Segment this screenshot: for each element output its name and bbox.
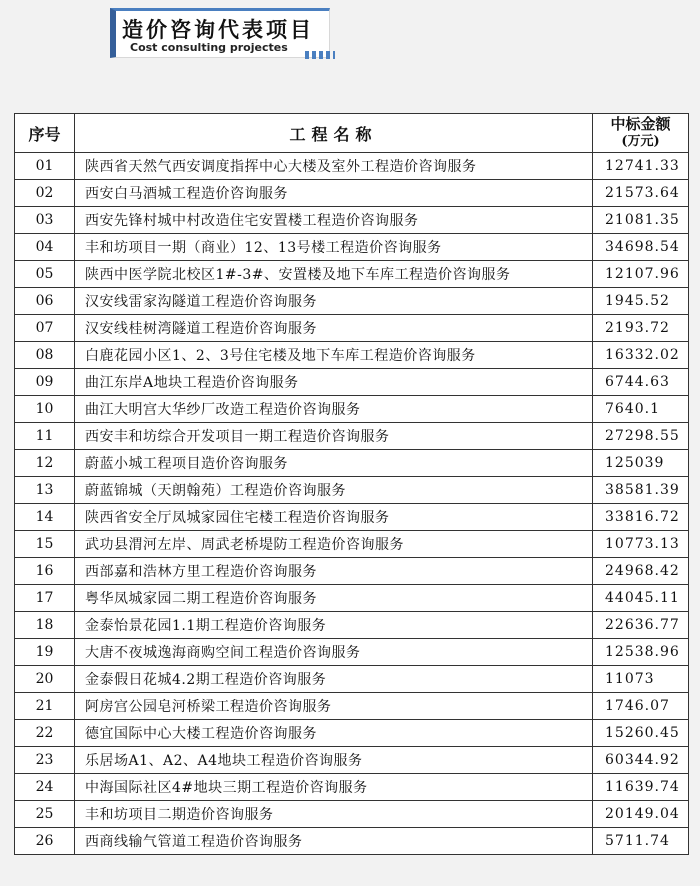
row-index: 09 (15, 369, 75, 396)
row-project-name: 阿房宫公园皂河桥梁工程造价咨询服务 (75, 693, 593, 720)
row-index: 16 (15, 558, 75, 585)
projects-table (14, 113, 689, 855)
row-amount: 6744.63 (593, 369, 689, 396)
row-project-name: 西部嘉和浩林方里工程造价咨询服务 (75, 558, 593, 585)
row-amount: 11073 (593, 666, 689, 693)
row-project-name: 汉安线雷家沟隧道工程造价咨询服务 (75, 288, 593, 315)
row-project-name: 西安丰和坊综合开发项目一期工程造价咨询服务 (75, 423, 593, 450)
table-row (15, 288, 689, 315)
row-project-name: 陕西省天然气西安调度指挥中心大楼及室外工程造价咨询服务 (75, 153, 593, 180)
row-amount: 12741.33 (593, 153, 689, 180)
row-index: 07 (15, 315, 75, 342)
row-amount: 15260.45 (593, 720, 689, 747)
row-amount: 20149.04 (593, 801, 689, 828)
table-row (15, 261, 689, 288)
title-banner (110, 8, 330, 58)
header-index: 序号 (15, 114, 75, 153)
row-project-name: 武功县渭河左岸、周武老桥堤防工程造价咨询服务 (75, 531, 593, 558)
row-amount: 12107.96 (593, 261, 689, 288)
banner-title-cn: 造价咨询代表项目 (122, 18, 314, 42)
row-project-name: 中海国际社区4#地块三期工程造价咨询服务 (75, 774, 593, 801)
table-row (15, 774, 689, 801)
row-project-name: 粤华凤城家园二期工程造价咨询服务 (75, 585, 593, 612)
row-project-name: 金泰怡景花园1.1期工程造价咨询服务 (75, 612, 593, 639)
row-index: 12 (15, 450, 75, 477)
row-index: 13 (15, 477, 75, 504)
row-index: 14 (15, 504, 75, 531)
row-amount: 1746.07 (593, 693, 689, 720)
table-row (15, 828, 689, 855)
table-header-row (15, 114, 689, 153)
table-row (15, 369, 689, 396)
table-row (15, 558, 689, 585)
table-row (15, 612, 689, 639)
row-project-name: 蔚蓝小城工程项目造价咨询服务 (75, 450, 593, 477)
table-row (15, 153, 689, 180)
header-amount (593, 114, 689, 153)
table-row (15, 396, 689, 423)
row-project-name: 汉安线桂树湾隧道工程造价咨询服务 (75, 315, 593, 342)
row-index: 06 (15, 288, 75, 315)
row-amount: 34698.54 (593, 234, 689, 261)
table-row (15, 666, 689, 693)
table-row (15, 639, 689, 666)
table-row (15, 693, 689, 720)
row-amount: 10773.13 (593, 531, 689, 558)
row-index: 11 (15, 423, 75, 450)
header-amount-unit: (万元) (621, 134, 660, 149)
row-amount: 16332.02 (593, 342, 689, 369)
row-project-name: 蔚蓝锦城（天朗翰苑）工程造价咨询服务 (75, 477, 593, 504)
table-row (15, 747, 689, 774)
row-project-name: 陕西中医学院北校区1#-3#、安置楼及地下车库工程造价咨询服务 (75, 261, 593, 288)
row-amount: 33816.72 (593, 504, 689, 531)
row-project-name: 丰和坊项目一期（商业）12、13号楼工程造价咨询服务 (75, 234, 593, 261)
row-index: 19 (15, 639, 75, 666)
row-index: 21 (15, 693, 75, 720)
row-index: 03 (15, 207, 75, 234)
row-index: 08 (15, 342, 75, 369)
row-amount: 11639.74 (593, 774, 689, 801)
table-row (15, 180, 689, 207)
table-row (15, 801, 689, 828)
table-row (15, 342, 689, 369)
row-project-name: 金泰假日花城4.2期工程造价咨询服务 (75, 666, 593, 693)
header-name: 工程名称 (75, 114, 593, 153)
row-index: 17 (15, 585, 75, 612)
table-row (15, 234, 689, 261)
row-index: 20 (15, 666, 75, 693)
table-row (15, 207, 689, 234)
row-project-name: 西安白马酒城工程造价咨询服务 (75, 180, 593, 207)
row-project-name: 西安先锋村城中村改造住宅安置楼工程造价咨询服务 (75, 207, 593, 234)
row-index: 24 (15, 774, 75, 801)
row-amount: 12538.96 (593, 639, 689, 666)
row-amount: 1945.52 (593, 288, 689, 315)
table-row (15, 720, 689, 747)
row-amount: 5711.74 (593, 828, 689, 855)
table-row (15, 504, 689, 531)
row-index: 02 (15, 180, 75, 207)
row-index: 22 (15, 720, 75, 747)
row-index: 18 (15, 612, 75, 639)
banner-stripe-decoration (305, 51, 335, 59)
table-row (15, 477, 689, 504)
table-row (15, 423, 689, 450)
row-amount: 22636.77 (593, 612, 689, 639)
row-project-name: 陕西省安全厅凤城家园住宅楼工程造价咨询服务 (75, 504, 593, 531)
row-amount: 60344.92 (593, 747, 689, 774)
table-row (15, 315, 689, 342)
row-project-name: 丰和坊项目二期造价咨询服务 (75, 801, 593, 828)
row-amount: 24968.42 (593, 558, 689, 585)
row-amount: 38581.39 (593, 477, 689, 504)
table-row (15, 585, 689, 612)
row-project-name: 乐居场A1、A2、A4地块工程造价咨询服务 (75, 747, 593, 774)
row-project-name: 大唐不夜城逸海商购空间工程造价咨询服务 (75, 639, 593, 666)
row-index: 26 (15, 828, 75, 855)
row-index: 23 (15, 747, 75, 774)
row-index: 10 (15, 396, 75, 423)
row-project-name: 曲江大明宫大华纱厂改造工程造价咨询服务 (75, 396, 593, 423)
row-index: 01 (15, 153, 75, 180)
row-project-name: 曲江东岸A地块工程造价咨询服务 (75, 369, 593, 396)
table-row (15, 450, 689, 477)
row-amount: 125039 (593, 450, 689, 477)
row-index: 25 (15, 801, 75, 828)
row-amount: 44045.11 (593, 585, 689, 612)
row-amount: 7640.1 (593, 396, 689, 423)
row-amount: 2193.72 (593, 315, 689, 342)
row-index: 05 (15, 261, 75, 288)
table-row (15, 531, 689, 558)
banner-title-en: Cost consulting projectes (130, 41, 288, 54)
row-amount: 27298.55 (593, 423, 689, 450)
row-project-name: 白鹿花园小区1、2、3号住宅楼及地下车库工程造价咨询服务 (75, 342, 593, 369)
row-project-name: 西商线输气管道工程造价咨询服务 (75, 828, 593, 855)
header-amount-label: 中标金额 (610, 115, 671, 133)
row-amount: 21573.64 (593, 180, 689, 207)
row-index: 15 (15, 531, 75, 558)
row-project-name: 德宜国际中心大楼工程造价咨询服务 (75, 720, 593, 747)
row-amount: 21081.35 (593, 207, 689, 234)
row-index: 04 (15, 234, 75, 261)
